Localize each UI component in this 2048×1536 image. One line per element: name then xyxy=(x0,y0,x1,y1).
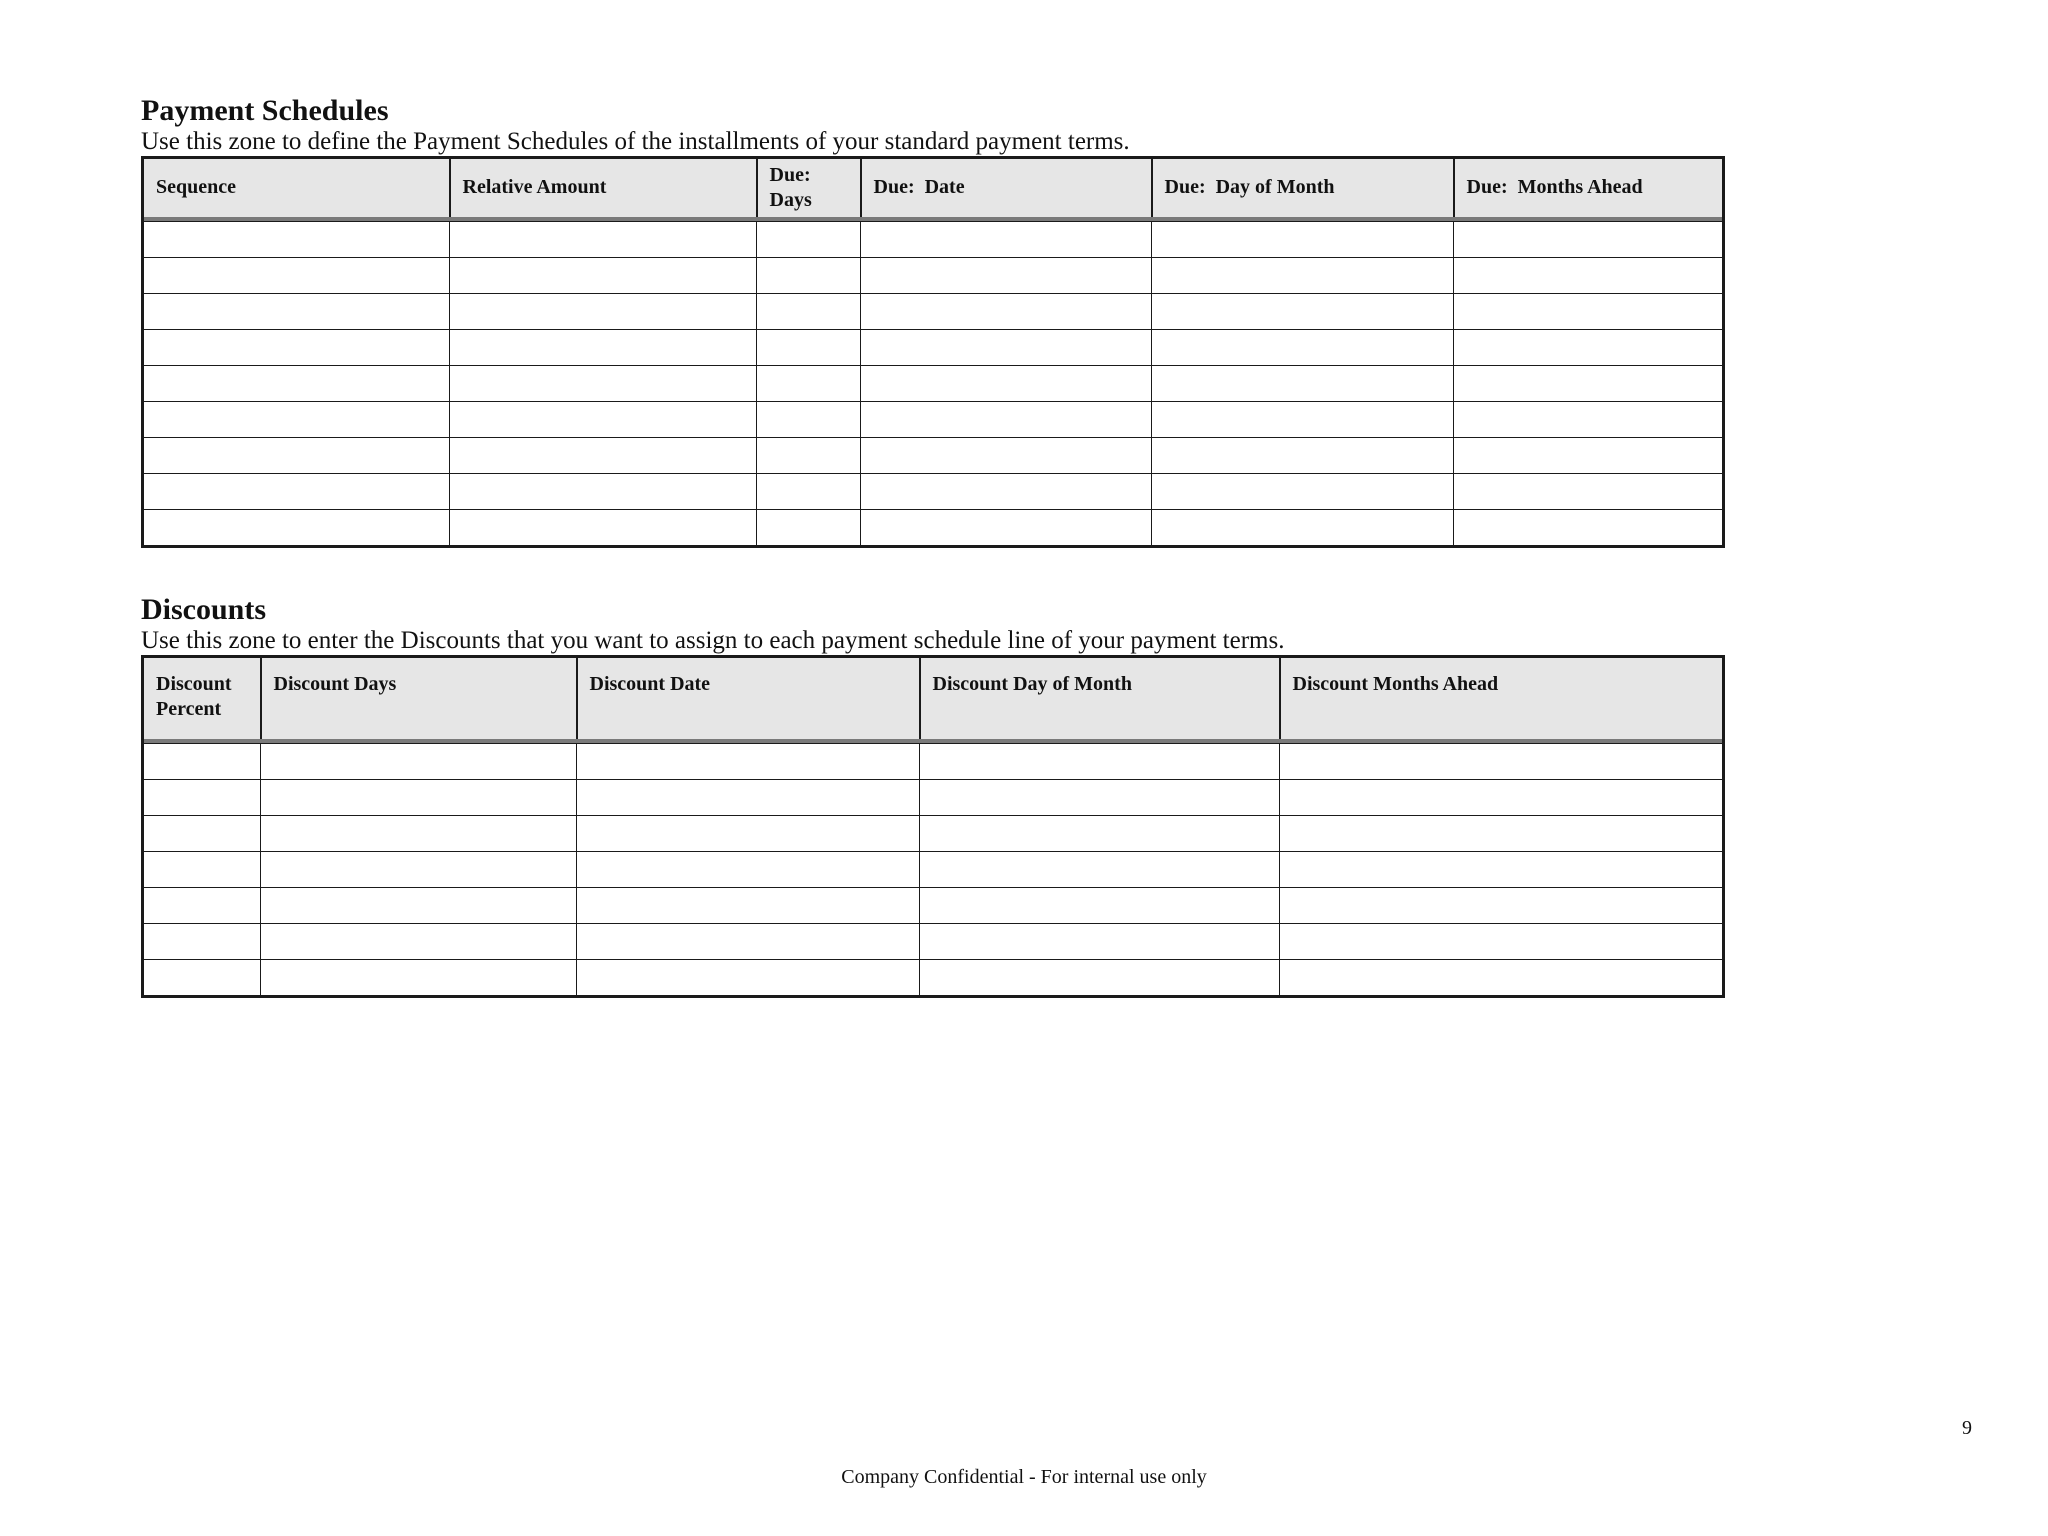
table-cell[interactable] xyxy=(920,959,1280,996)
table-cell[interactable] xyxy=(143,851,261,887)
table-cell[interactable] xyxy=(143,959,261,996)
column-header: Discount Date xyxy=(577,657,920,739)
table-cell[interactable] xyxy=(143,509,450,546)
discounts-table xyxy=(141,655,1725,998)
table-cell[interactable] xyxy=(261,815,577,851)
table-row xyxy=(143,329,1724,365)
column-header: Due: Day of Month xyxy=(1152,158,1454,217)
table-cell[interactable] xyxy=(577,923,920,959)
table-cell[interactable] xyxy=(1454,257,1724,293)
table-cell[interactable] xyxy=(757,401,861,437)
column-header: Relative Amount xyxy=(450,158,757,217)
table-cell[interactable] xyxy=(261,743,577,779)
table-cell[interactable] xyxy=(1454,473,1724,509)
table-cell[interactable] xyxy=(1454,437,1724,473)
table-cell[interactable] xyxy=(143,221,450,257)
table-cell[interactable] xyxy=(861,257,1152,293)
column-header: Discount Days xyxy=(261,657,577,739)
column-header: Discount Day of Month xyxy=(920,657,1280,739)
discounts-description: Use this zone to enter the Discounts that you want to assign to each payment schedule line of your payment terms. xyxy=(141,627,1285,654)
table-cell[interactable] xyxy=(757,365,861,401)
table-cell[interactable] xyxy=(143,257,450,293)
table-cell[interactable] xyxy=(757,293,861,329)
table-cell[interactable] xyxy=(143,329,450,365)
table-cell[interactable] xyxy=(861,509,1152,546)
table-cell[interactable] xyxy=(261,923,577,959)
column-header: Discount Percent xyxy=(143,657,261,739)
table-cell[interactable] xyxy=(757,437,861,473)
table-row xyxy=(143,257,1724,293)
table-cell[interactable] xyxy=(757,221,861,257)
table-cell[interactable] xyxy=(143,887,261,923)
table-row xyxy=(143,923,1724,959)
table-cell[interactable] xyxy=(757,329,861,365)
column-header: Due: Days xyxy=(757,158,861,217)
discounts-header-row xyxy=(143,657,1724,739)
column-header: Due: Date xyxy=(861,158,1152,217)
table-cell[interactable] xyxy=(1280,959,1724,996)
table-cell[interactable] xyxy=(450,473,757,509)
table-cell[interactable] xyxy=(1454,365,1724,401)
table-cell[interactable] xyxy=(1152,257,1454,293)
table-cell[interactable] xyxy=(861,473,1152,509)
column-header: Due: Months Ahead xyxy=(1454,158,1724,217)
table-cell[interactable] xyxy=(757,473,861,509)
table-cell[interactable] xyxy=(1454,401,1724,437)
payment-schedules-body xyxy=(143,217,1724,547)
table-cell[interactable] xyxy=(1152,473,1454,509)
table-cell[interactable] xyxy=(1152,329,1454,365)
table-row xyxy=(143,779,1724,815)
table-row xyxy=(143,509,1724,546)
table-cell[interactable] xyxy=(1454,509,1724,546)
table-cell[interactable] xyxy=(577,815,920,851)
payment-schedules-description: Use this zone to define the Payment Schedules of the installments of your standard payment terms. xyxy=(141,128,1130,155)
table-cell[interactable] xyxy=(1152,293,1454,329)
table-cell[interactable] xyxy=(1454,329,1724,365)
table-cell[interactable] xyxy=(450,437,757,473)
table-cell[interactable] xyxy=(261,851,577,887)
table-cell[interactable] xyxy=(1280,923,1724,959)
table-cell[interactable] xyxy=(1152,509,1454,546)
table-cell[interactable] xyxy=(861,329,1152,365)
table-cell[interactable] xyxy=(577,959,920,996)
discounts-body xyxy=(143,739,1724,997)
table-cell[interactable] xyxy=(1280,887,1724,923)
table-cell[interactable] xyxy=(1152,437,1454,473)
table-cell[interactable] xyxy=(261,959,577,996)
table-cell[interactable] xyxy=(143,401,450,437)
table-cell[interactable] xyxy=(577,887,920,923)
table-cell[interactable] xyxy=(861,221,1152,257)
table-cell[interactable] xyxy=(920,887,1280,923)
table-row xyxy=(143,365,1724,401)
table-cell[interactable] xyxy=(920,779,1280,815)
payment-schedules-table xyxy=(141,156,1725,548)
table-cell[interactable] xyxy=(143,815,261,851)
table-cell[interactable] xyxy=(450,293,757,329)
table-cell[interactable] xyxy=(1454,221,1724,257)
table-row xyxy=(143,743,1724,779)
table-row xyxy=(143,815,1724,851)
table-cell[interactable] xyxy=(1280,743,1724,779)
table-cell[interactable] xyxy=(861,293,1152,329)
table-cell[interactable] xyxy=(143,293,450,329)
table-cell[interactable] xyxy=(920,743,1280,779)
table-row xyxy=(143,473,1724,509)
table-cell[interactable] xyxy=(1280,851,1724,887)
table-cell[interactable] xyxy=(1280,779,1724,815)
table-cell[interactable] xyxy=(920,923,1280,959)
table-cell[interactable] xyxy=(920,815,1280,851)
discounts-section xyxy=(141,593,1722,998)
discounts-title: Discounts xyxy=(141,593,267,626)
table-cell[interactable] xyxy=(1280,815,1724,851)
table-cell[interactable] xyxy=(450,329,757,365)
table-cell[interactable] xyxy=(143,365,450,401)
table-cell[interactable] xyxy=(143,779,261,815)
column-header: Discount Months Ahead xyxy=(1280,657,1724,739)
table-row xyxy=(143,221,1724,257)
table-cell[interactable] xyxy=(861,437,1152,473)
table-cell[interactable] xyxy=(450,401,757,437)
table-cell[interactable] xyxy=(1152,221,1454,257)
payment-schedules-title: Payment Schedules xyxy=(141,94,389,127)
table-row xyxy=(143,851,1724,887)
table-cell[interactable] xyxy=(450,221,757,257)
table-cell[interactable] xyxy=(577,851,920,887)
payment-schedules-header-row xyxy=(143,158,1724,217)
payment-schedules-section xyxy=(141,94,1722,548)
table-cell[interactable] xyxy=(861,365,1152,401)
table-cell[interactable] xyxy=(1152,365,1454,401)
table-cell[interactable] xyxy=(577,779,920,815)
footer-confidential: Company Confidential - For internal use only xyxy=(841,1466,1207,1488)
table-cell[interactable] xyxy=(261,779,577,815)
table-row xyxy=(143,293,1724,329)
table-cell[interactable] xyxy=(450,509,757,546)
table-cell[interactable] xyxy=(450,365,757,401)
table-cell[interactable] xyxy=(1454,293,1724,329)
table-cell[interactable] xyxy=(143,923,261,959)
table-cell[interactable] xyxy=(757,257,861,293)
table-row xyxy=(143,401,1724,437)
table-row xyxy=(143,959,1724,996)
table-row xyxy=(143,437,1724,473)
table-cell[interactable] xyxy=(450,257,757,293)
table-cell[interactable] xyxy=(143,437,450,473)
table-cell[interactable] xyxy=(143,473,450,509)
table-cell[interactable] xyxy=(143,743,261,779)
table-cell[interactable] xyxy=(861,401,1152,437)
table-row xyxy=(143,887,1724,923)
table-cell[interactable] xyxy=(1152,401,1454,437)
table-cell[interactable] xyxy=(920,851,1280,887)
table-cell[interactable] xyxy=(261,887,577,923)
table-cell[interactable] xyxy=(577,743,920,779)
table-cell[interactable] xyxy=(757,509,861,546)
column-header: Sequence xyxy=(143,158,450,217)
page-number: 9 xyxy=(1962,1417,1972,1439)
